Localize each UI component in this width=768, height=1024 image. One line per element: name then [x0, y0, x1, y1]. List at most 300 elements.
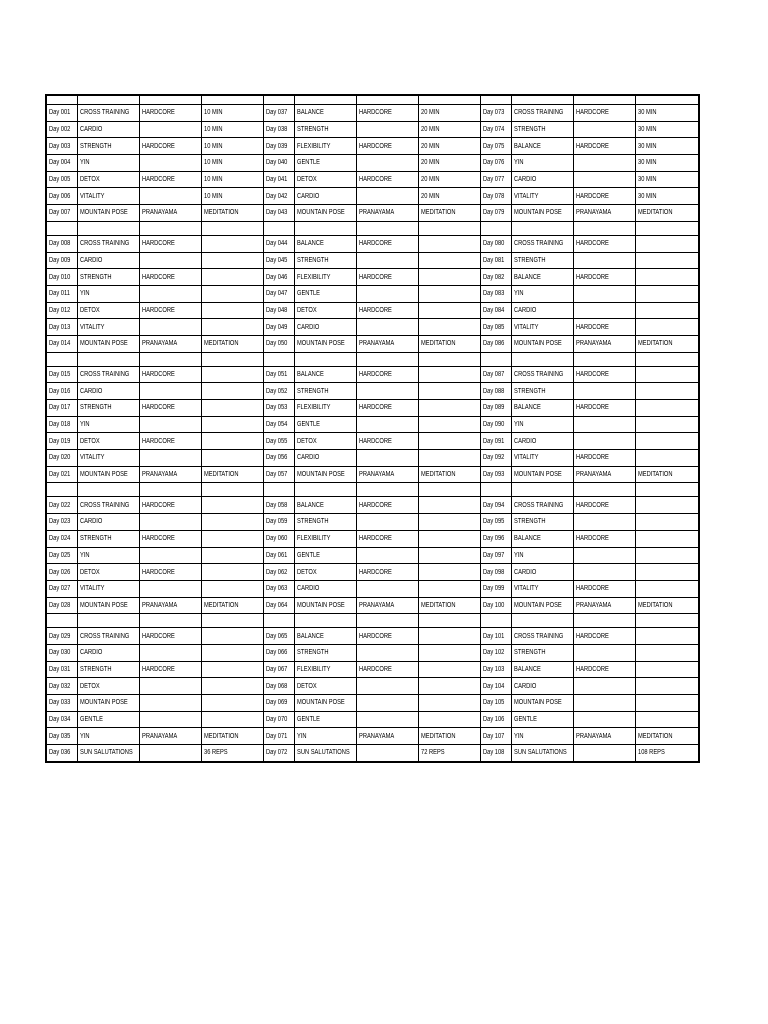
table-cell: [263, 335, 294, 352]
table-cell: [418, 235, 480, 252]
table-cell: [480, 450, 511, 467]
table-cell: [635, 695, 699, 712]
table-cell: [294, 628, 356, 645]
table-cell: [77, 530, 139, 547]
table-cell: [46, 285, 77, 302]
table-cell: [573, 302, 635, 319]
table-row: [46, 335, 699, 352]
table-cell: [356, 302, 418, 319]
table-cell: [139, 466, 201, 483]
cell-text: CROSS TRAINING: [79, 501, 129, 509]
cell-text: Day 009: [49, 256, 71, 264]
cell-text: 20 MIN: [420, 176, 440, 184]
table-cell: [263, 319, 294, 336]
table-cell: [46, 383, 77, 400]
table-cell: [480, 155, 511, 172]
cell-text: Day 097: [482, 551, 504, 559]
cell-text: HARDCORE: [141, 109, 175, 117]
cell-text: Day 106: [482, 716, 504, 724]
cell-text: Day 068: [265, 682, 287, 690]
cell-text: HARDCORE: [141, 142, 175, 150]
cell-text: HARDCORE: [358, 501, 392, 509]
table-cell: [201, 205, 263, 222]
cell-text: Day 108: [482, 749, 504, 757]
table-cell: [294, 580, 356, 597]
cell-text: MOUNTAIN POSE: [513, 471, 562, 479]
table-cell: [635, 188, 699, 205]
table-cell: [294, 514, 356, 531]
table-cell: [480, 661, 511, 678]
table-cell: [480, 188, 511, 205]
table-cell: [263, 416, 294, 433]
table-cell: [77, 319, 139, 336]
table-cell: [139, 644, 201, 661]
cell-text: SUN SALUTATIONS: [79, 749, 133, 757]
table-cell: [263, 711, 294, 728]
cell-text: VITALITY: [79, 323, 104, 331]
table-row: [46, 711, 699, 728]
cell-text: Day 066: [265, 649, 287, 657]
cell-text: PRANAYAMA: [358, 471, 394, 479]
table-cell: [356, 450, 418, 467]
table-cell: [263, 728, 294, 745]
table-cell: [635, 352, 699, 366]
cell-text: MEDITATION: [420, 340, 456, 348]
cell-text: HARDCORE: [358, 404, 392, 412]
cell-text: MEDITATION: [203, 601, 239, 609]
cell-text: HARDCORE: [575, 142, 609, 150]
cell-text: Day 056: [265, 454, 287, 462]
table-cell: [294, 711, 356, 728]
cell-text: 30 MIN: [637, 176, 657, 184]
cell-text: HARDCORE: [358, 665, 392, 673]
table-cell: [573, 366, 635, 383]
table-cell: [480, 366, 511, 383]
cell-text: Day 026: [49, 568, 71, 576]
table-cell: [356, 661, 418, 678]
table-cell: [356, 155, 418, 172]
table-cell: [418, 155, 480, 172]
table-cell: [139, 678, 201, 695]
cell-text: 10 MIN: [203, 142, 223, 150]
table-cell: [139, 450, 201, 467]
table-cell: [139, 514, 201, 531]
table-cell: [139, 530, 201, 547]
cell-text: Day 102: [482, 649, 504, 657]
table-cell: [573, 514, 635, 531]
cell-text: Day 055: [265, 437, 287, 445]
cell-text: GENTLE: [296, 716, 320, 724]
table-cell: [201, 597, 263, 614]
table-cell: [511, 205, 573, 222]
schedule-body: [46, 95, 699, 762]
table-cell: [201, 352, 263, 366]
table-cell: [77, 497, 139, 514]
table-cell: [46, 155, 77, 172]
table-cell: [294, 450, 356, 467]
table-cell: [263, 285, 294, 302]
table-cell: [77, 597, 139, 614]
table-cell: [511, 628, 573, 645]
cell-text: HARDCORE: [358, 273, 392, 281]
table-cell: [480, 514, 511, 531]
table-cell: [356, 644, 418, 661]
table-cell: [46, 188, 77, 205]
schedule-table: [45, 94, 700, 763]
schedule-sheet: [45, 94, 698, 763]
table-cell: [635, 644, 699, 661]
table-cell: [418, 580, 480, 597]
table-cell: [77, 221, 139, 235]
cell-text: FLEXIBILITY: [296, 404, 331, 412]
table-cell: [356, 547, 418, 564]
table-cell: [139, 269, 201, 286]
cell-text: BALANCE: [513, 273, 541, 281]
table-cell: [263, 269, 294, 286]
table-cell: [418, 269, 480, 286]
cell-text: VITALITY: [79, 585, 104, 593]
table-cell: [263, 433, 294, 450]
cell-text: MEDITATION: [637, 601, 673, 609]
cell-text: Day 037: [265, 109, 287, 117]
cell-text: Day 025: [49, 551, 71, 559]
table-row: [46, 547, 699, 564]
table-cell: [511, 711, 573, 728]
cell-text: Day 061: [265, 551, 287, 559]
cell-text: Day 005: [49, 176, 71, 184]
table-cell: [46, 745, 77, 762]
table-cell: [573, 269, 635, 286]
table-cell: [635, 235, 699, 252]
cell-text: CARDIO: [79, 126, 102, 134]
table-cell: [139, 580, 201, 597]
cell-text: PRANAYAMA: [141, 471, 177, 479]
table-cell: [573, 383, 635, 400]
table-cell: [418, 547, 480, 564]
table-cell: [46, 221, 77, 235]
table-cell: [418, 416, 480, 433]
cell-text: STRENGTH: [296, 387, 329, 395]
table-cell: [263, 352, 294, 366]
cell-text: Day 059: [265, 518, 287, 526]
table-cell: [201, 614, 263, 628]
table-cell: [511, 497, 573, 514]
table-cell: [480, 235, 511, 252]
cell-text: Day 051: [265, 370, 287, 378]
cell-text: HARDCORE: [141, 240, 175, 248]
table-cell: [573, 728, 635, 745]
table-cell: [294, 269, 356, 286]
table-cell: [356, 466, 418, 483]
cell-text: Day 084: [482, 306, 504, 314]
table-cell: [201, 497, 263, 514]
table-row: [46, 383, 699, 400]
table-cell: [511, 171, 573, 188]
cell-text: 20 MIN: [420, 142, 440, 150]
table-cell: [263, 383, 294, 400]
table-cell: [511, 745, 573, 762]
table-cell: [635, 628, 699, 645]
table-cell: [77, 644, 139, 661]
table-cell: [635, 319, 699, 336]
cell-text: CARDIO: [79, 649, 102, 657]
table-cell: [139, 302, 201, 319]
table-row: [46, 138, 699, 155]
cell-text: HARDCORE: [141, 273, 175, 281]
cell-text: PRANAYAMA: [141, 340, 177, 348]
table-cell: [635, 105, 699, 122]
table-cell: [356, 580, 418, 597]
table-cell: [480, 319, 511, 336]
table-cell: [356, 171, 418, 188]
cell-text: MEDITATION: [637, 340, 673, 348]
table-cell: [635, 497, 699, 514]
table-cell: [480, 302, 511, 319]
table-cell: [139, 138, 201, 155]
table-cell: [46, 564, 77, 581]
table-cell: [77, 121, 139, 138]
cell-text: DETOX: [79, 568, 100, 576]
table-cell: [201, 466, 263, 483]
table-cell: [77, 352, 139, 366]
table-cell: [201, 580, 263, 597]
table-cell: [263, 252, 294, 269]
table-cell: [480, 433, 511, 450]
table-cell: [201, 155, 263, 172]
table-cell: [480, 628, 511, 645]
table-cell: [46, 352, 77, 366]
table-cell: [635, 366, 699, 383]
table-row: [46, 269, 699, 286]
table-cell: [480, 138, 511, 155]
table-cell: [201, 644, 263, 661]
table-cell: [418, 661, 480, 678]
cell-text: CARDIO: [79, 518, 102, 526]
table-cell: [201, 335, 263, 352]
table-cell: [418, 466, 480, 483]
table-cell: [635, 121, 699, 138]
cell-text: 20 MIN: [420, 192, 440, 200]
cell-text: BALANCE: [513, 142, 541, 150]
cell-text: Day 092: [482, 454, 504, 462]
table-cell: [480, 497, 511, 514]
cell-text: Day 030: [49, 649, 71, 657]
cell-text: STRENGTH: [296, 649, 329, 657]
table-cell: [263, 121, 294, 138]
table-cell: [511, 514, 573, 531]
table-cell: [294, 383, 356, 400]
cell-text: Day 065: [265, 632, 287, 640]
table-cell: [511, 95, 573, 105]
table-cell: [356, 400, 418, 417]
cell-text: Day 011: [49, 290, 70, 298]
table-cell: [77, 269, 139, 286]
table-cell: [263, 235, 294, 252]
table-cell: [511, 433, 573, 450]
table-cell: [418, 188, 480, 205]
table-cell: [418, 383, 480, 400]
table-cell: [356, 597, 418, 614]
table-cell: [418, 678, 480, 695]
cell-text: HARDCORE: [141, 370, 175, 378]
table-cell: [511, 221, 573, 235]
table-cell: [77, 400, 139, 417]
table-cell: [201, 400, 263, 417]
cell-text: Day 067: [265, 665, 287, 673]
cell-text: CARDIO: [513, 437, 536, 445]
table-cell: [418, 105, 480, 122]
table-cell: [263, 678, 294, 695]
cell-text: VITALITY: [79, 192, 104, 200]
cell-text: PRANAYAMA: [141, 732, 177, 740]
table-cell: [294, 614, 356, 628]
table-cell: [480, 695, 511, 712]
cell-text: MEDITATION: [203, 209, 239, 217]
cell-text: HARDCORE: [141, 176, 175, 184]
table-row: [46, 644, 699, 661]
table-cell: [635, 728, 699, 745]
table-row: [46, 95, 699, 105]
table-cell: [139, 235, 201, 252]
table-cell: [46, 433, 77, 450]
table-cell: [77, 711, 139, 728]
table-cell: [573, 628, 635, 645]
table-cell: [418, 514, 480, 531]
cell-text: YIN: [79, 290, 90, 298]
table-cell: [263, 644, 294, 661]
table-cell: [418, 695, 480, 712]
table-cell: [46, 235, 77, 252]
table-cell: [511, 105, 573, 122]
cell-text: PRANAYAMA: [575, 340, 611, 348]
table-cell: [46, 580, 77, 597]
table-cell: [573, 105, 635, 122]
table-cell: [294, 745, 356, 762]
table-cell: [46, 483, 77, 497]
table-cell: [263, 155, 294, 172]
table-cell: [139, 497, 201, 514]
table-cell: [201, 235, 263, 252]
table-cell: [418, 483, 480, 497]
table-cell: [201, 678, 263, 695]
table-cell: [263, 221, 294, 235]
table-cell: [573, 416, 635, 433]
cell-text: Day 033: [49, 699, 71, 707]
table-cell: [139, 564, 201, 581]
cell-text: Day 077: [482, 176, 504, 184]
table-cell: [139, 95, 201, 105]
cell-text: STRENGTH: [79, 665, 112, 673]
cell-text: Day 075: [482, 142, 504, 150]
cell-text: MOUNTAIN POSE: [513, 340, 562, 348]
table-cell: [635, 597, 699, 614]
table-row: [46, 121, 699, 138]
cell-text: FLEXIBILITY: [296, 535, 331, 543]
cell-text: HARDCORE: [141, 568, 175, 576]
table-cell: [356, 695, 418, 712]
table-cell: [263, 95, 294, 105]
table-cell: [77, 155, 139, 172]
table-cell: [356, 383, 418, 400]
table-cell: [263, 514, 294, 531]
cell-text: PRANAYAMA: [141, 209, 177, 217]
cell-text: Day 024: [49, 535, 71, 543]
table-cell: [573, 614, 635, 628]
table-cell: [635, 514, 699, 531]
table-cell: [356, 728, 418, 745]
table-cell: [480, 597, 511, 614]
table-row: [46, 514, 699, 531]
cell-text: Day 019: [49, 437, 71, 445]
cell-text: FLEXIBILITY: [296, 665, 331, 673]
table-cell: [139, 121, 201, 138]
table-cell: [480, 105, 511, 122]
table-cell: [418, 319, 480, 336]
table-cell: [77, 105, 139, 122]
table-cell: [46, 252, 77, 269]
cell-text: Day 073: [482, 109, 504, 117]
table-cell: [139, 335, 201, 352]
table-cell: [139, 661, 201, 678]
table-cell: [294, 416, 356, 433]
cell-text: Day 041: [265, 176, 287, 184]
table-cell: [294, 221, 356, 235]
table-cell: [356, 711, 418, 728]
table-cell: [263, 171, 294, 188]
table-cell: [139, 711, 201, 728]
table-cell: [356, 497, 418, 514]
cell-text: CARDIO: [79, 256, 102, 264]
cell-text: DETOX: [296, 437, 317, 445]
table-cell: [635, 530, 699, 547]
cell-text: CROSS TRAINING: [513, 109, 563, 117]
table-cell: [356, 269, 418, 286]
table-cell: [201, 483, 263, 497]
cell-text: HARDCORE: [575, 665, 609, 673]
cell-text: SUN SALUTATIONS: [513, 749, 567, 757]
cell-text: Day 063: [265, 585, 287, 593]
table-cell: [46, 628, 77, 645]
table-cell: [480, 121, 511, 138]
cell-text: CROSS TRAINING: [79, 109, 129, 117]
table-cell: [635, 711, 699, 728]
table-cell: [418, 138, 480, 155]
table-cell: [418, 335, 480, 352]
table-cell: [511, 400, 573, 417]
table-cell: [418, 302, 480, 319]
cell-text: MEDITATION: [637, 471, 673, 479]
table-cell: [201, 188, 263, 205]
table-cell: [77, 678, 139, 695]
table-cell: [46, 728, 77, 745]
table-cell: [46, 171, 77, 188]
cell-text: Day 017: [49, 404, 71, 412]
table-cell: [77, 252, 139, 269]
table-cell: [356, 319, 418, 336]
cell-text: STRENGTH: [513, 256, 546, 264]
table-cell: [418, 433, 480, 450]
cell-text: HARDCORE: [358, 176, 392, 184]
cell-text: PRANAYAMA: [575, 209, 611, 217]
table-cell: [294, 285, 356, 302]
cell-text: Day 031: [49, 665, 71, 673]
table-cell: [356, 95, 418, 105]
table-cell: [635, 614, 699, 628]
cell-text: BALANCE: [296, 632, 324, 640]
table-cell: [139, 285, 201, 302]
cell-text: HARDCORE: [141, 632, 175, 640]
table-cell: [46, 302, 77, 319]
